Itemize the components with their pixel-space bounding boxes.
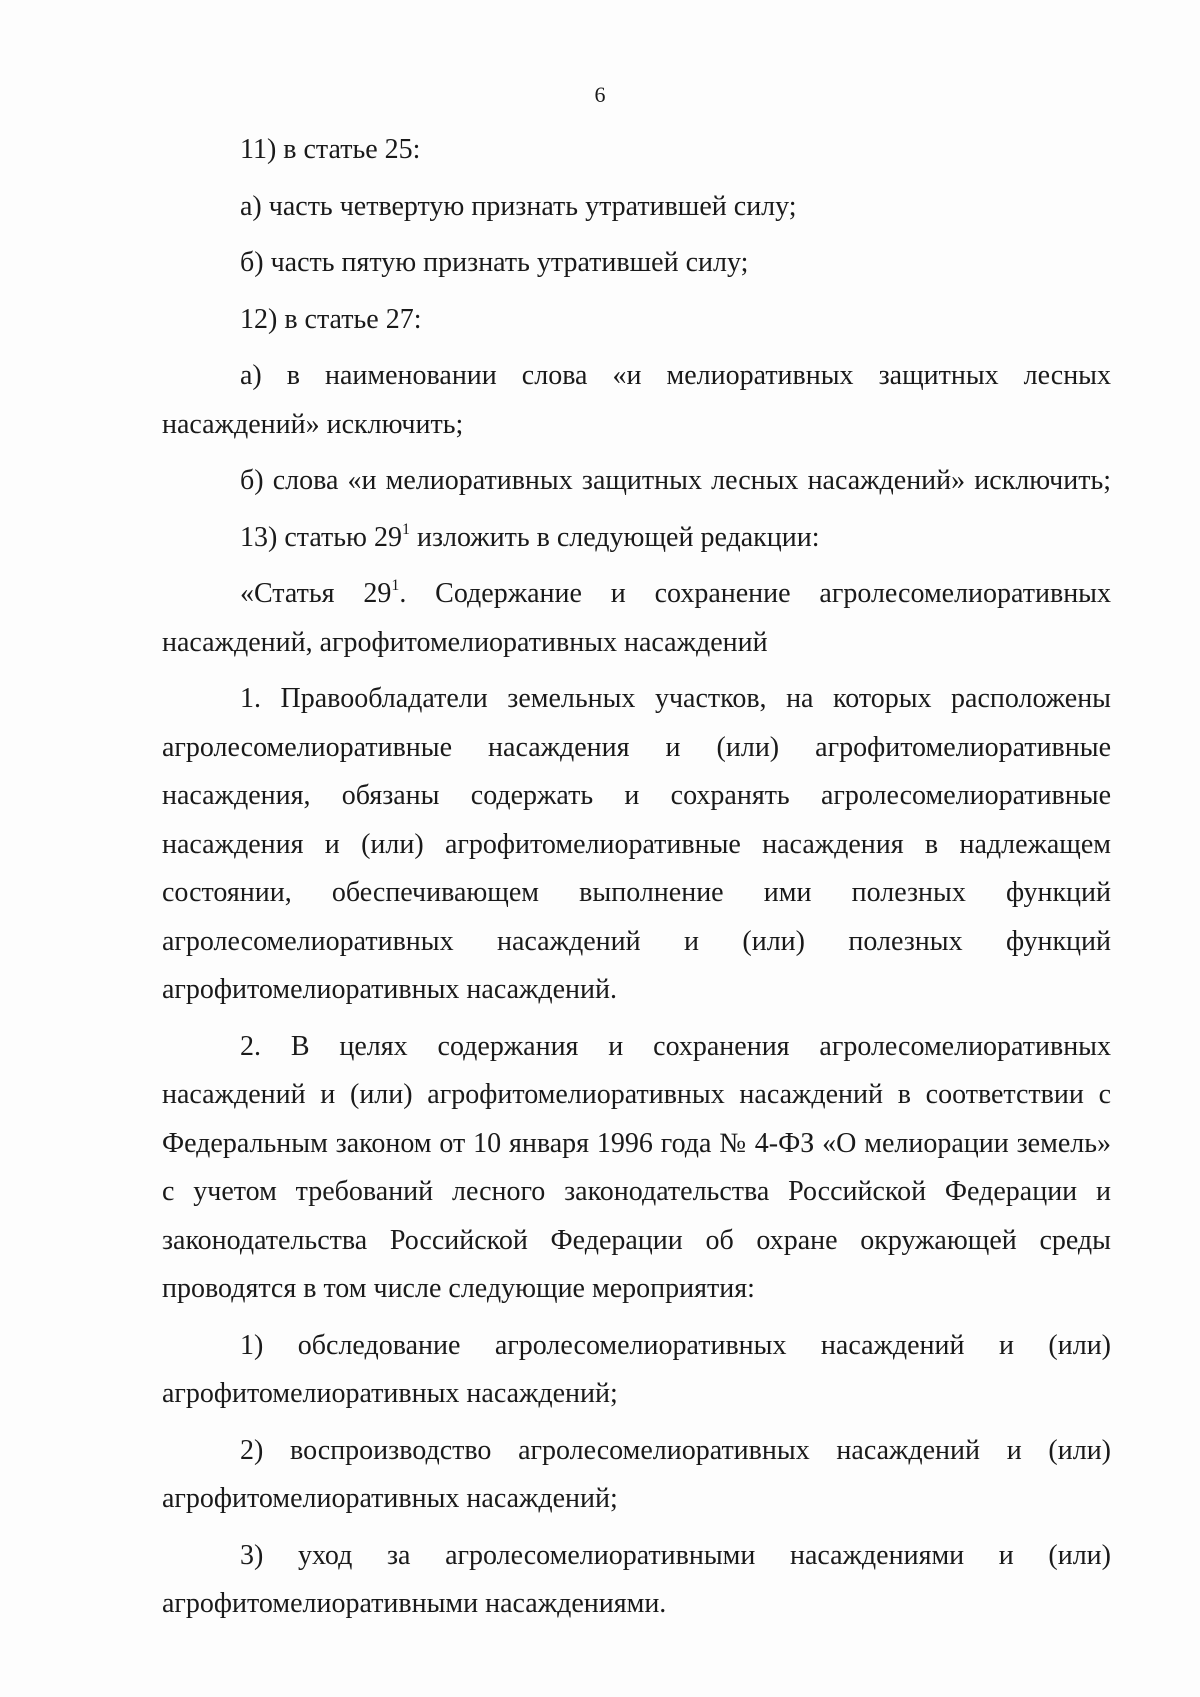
paragraph-item-11: 11) в статье 25:	[240, 134, 421, 165]
article-heading	[162, 570, 1111, 667]
measure-item-1: 1) обследование агролесомелиоративных насаждений и (или) агрофитомелиоративных насаждений;	[162, 1329, 1111, 1409]
superscript-index: 1	[401, 520, 410, 538]
paragraph-item-13	[162, 514, 1111, 563]
measure-item-2: 2) воспроизводство агролесомелиоративных насаждений и (или) агрофитомелиоративных насаждений;	[162, 1434, 1111, 1514]
article-heading-text: «Статья 29	[240, 578, 392, 609]
page-number: 6	[594, 82, 606, 107]
paragraph-item-13-text: 13) статью 29	[240, 521, 402, 553]
article-heading-rest: . Содержание и сохранение агролесомелиоративных насаждений, агрофитомелиоративных насаждений	[162, 578, 1111, 658]
paragraph-item-12: 12) в статье 27:	[240, 303, 422, 335]
document-body	[162, 126, 1111, 1637]
measure-item-3: 3) уход за агролесомелиоративными насаждениями и (или) агрофитомелиоративными насаждениями.	[162, 1539, 1111, 1619]
paragraph-item-11a: а) часть четвертую признать утратившей силу;	[240, 190, 797, 222]
paragraph-item-13-rest: изложить в следующей редакции:	[409, 521, 820, 553]
superscript-index: 1	[391, 577, 400, 594]
article-part-2: 2. В целях содержания и сохранения агролесомелиоративных насаждений и (или) агрофитомелиоративных насаждений в соответствии с Федеральным законом от 10 января 1996 года № 4-ФЗ «О мелиорации земель» с учетом требований лесного законодательства Российской Федерации и законодательства Российской Федерации об охране окружающей среды проводятся в том числе следующие мероприятия:	[162, 1030, 1111, 1304]
article-part-1: 1. Правообладатели земельных участков, на которых расположены агролесомелиоративные насаждения и (или) агрофитомелиоративные насаждения, обязаны содержать и сохранять агролесомелиоративные насаждения и (или) агрофитомелиоративные насаждения в надлежащем состоянии, обеспечивающем выполнение ими полезных функций агролесомелиоративных насаждений и (или) полезных функций агрофитомелиоративных насаждений.	[162, 683, 1111, 1005]
paragraph-item-12b: б) слова «и мелиоративных защитных лесных насаждений» исключить;	[240, 465, 1111, 496]
paragraph-item-12a: а) в наименовании слова «и мелиоративных защитных лесных насаждений» исключить;	[162, 360, 1111, 440]
paragraph-item-11b: б) часть пятую признать утратившей силу;	[240, 247, 749, 278]
